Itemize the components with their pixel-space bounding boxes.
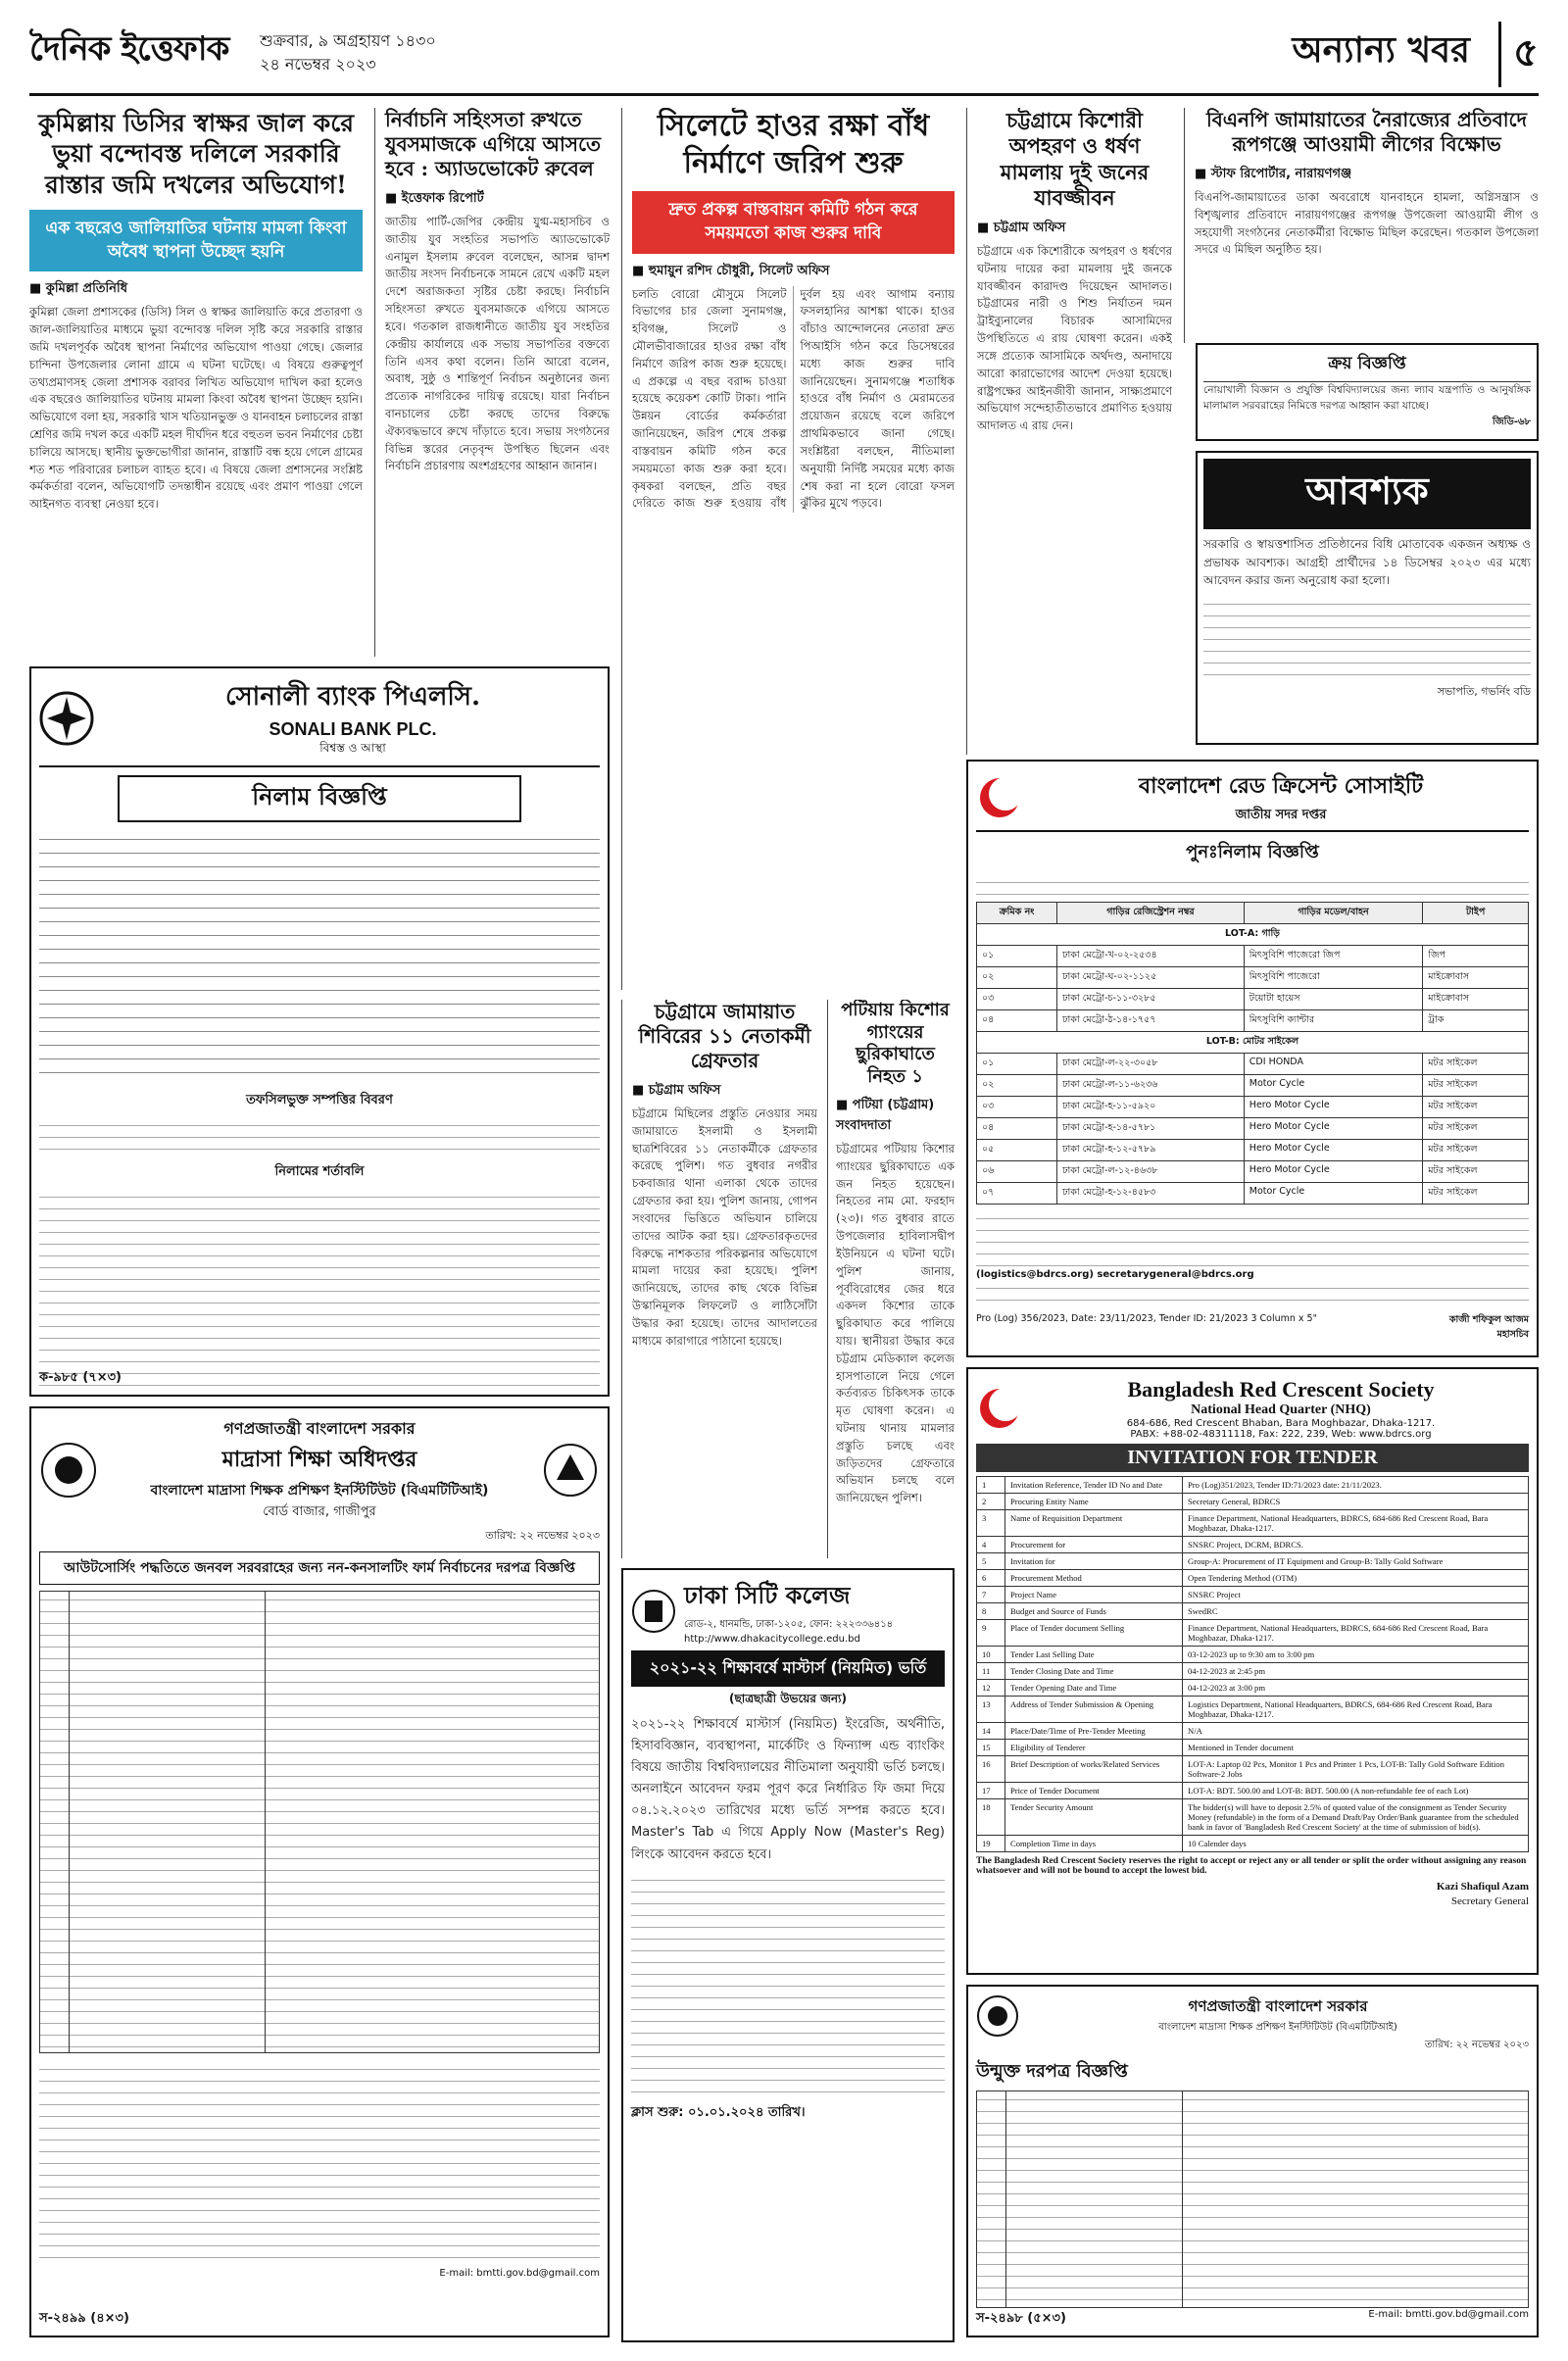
- tender-cell-no: 11: [977, 1663, 1005, 1680]
- tender-row: [977, 1570, 1529, 1587]
- tender-cell-no: 18: [977, 1799, 1005, 1836]
- vehicle-cell: Hero Motor Cycle: [1244, 1118, 1422, 1140]
- tender-row: [977, 1647, 1529, 1663]
- tender-cell-value: SwedRC: [1183, 1603, 1529, 1620]
- headline: সিলেটে হাওর রক্ষা বাঁধ নির্মাণে জরিপ শুরু: [657, 109, 930, 180]
- vehicle-cell: ঢাকা মেট্রো-হ-১১-৫৯২০: [1057, 1097, 1245, 1118]
- tender-cell-no: 8: [977, 1603, 1005, 1620]
- tender-cell-label: Eligibility of Tenderer: [1005, 1740, 1183, 1756]
- date-english: ২৪ নভেম্বর ২০২৩: [260, 55, 376, 74]
- college-address: রোড-২, ধানমন্ডি, ঢাকা-১২০৫, ফোন: ২২২৩৩৬৪১৪: [684, 1619, 894, 1630]
- vehicle-cell: ঢাকা মেট্রো-ল-২২-৩০৫৮: [1057, 1054, 1245, 1075]
- col-reg: গাড়ির রেজিস্ট্রেশন নম্বর: [1057, 903, 1245, 924]
- ad-header: [631, 1578, 945, 1645]
- page-number: ৫: [1498, 22, 1539, 87]
- story-youth: [374, 108, 610, 657]
- tender-cell-value: Logistics Department, National Headquarters, BDRCS, 684-686 Red Crescent Road, Bara Moghbazar, Dhaka-1217.: [1183, 1697, 1529, 1723]
- vehicle-cell: মটর সাইকেল: [1423, 1097, 1529, 1118]
- ad-header: [976, 769, 1529, 832]
- tender-cell-no: 17: [977, 1783, 1005, 1799]
- org-name: Bangladesh Red Crescent Society: [1127, 1377, 1435, 1402]
- story-ctg-arrest: [621, 1000, 817, 1558]
- vehicle-table: [976, 902, 1529, 1205]
- tender-cell-label: Place/Date/Time of Pre-Tender Meeting: [1005, 1723, 1183, 1740]
- tender-row: [977, 1603, 1529, 1620]
- tender-cell-label: Tender Closing Date and Time: [1005, 1663, 1183, 1680]
- vehicle-cell: ঢাকা মেট্রো-হ-১২-৪৫৮৩: [1057, 1183, 1245, 1205]
- ad-institute: বাংলাদেশ মাদ্রাসা শিক্ষক প্রশিক্ষণ ইনস্টিটিউট (বিএমটিটিআই): [150, 1483, 489, 1499]
- vehicle-cell: ঢাকা মেট্রো-ঠ-১৪-১৭৫৭: [1057, 1010, 1245, 1032]
- vehicle-cell: মটর সাইকেল: [1423, 1118, 1529, 1140]
- vehicle-row: [977, 1010, 1529, 1032]
- vehicle-row: [977, 1075, 1529, 1097]
- reporter-line: ■ কুমিল্লা প্রতিনিধি: [29, 281, 128, 297]
- ad-code: জিডি-৬৮: [1492, 416, 1531, 427]
- ad-body: সরকারি ও স্বায়ত্তশাসিত প্রতিষ্ঠানের বিধি মোতাবেক একজন অধ্যক্ষ ও প্রভাষক আবশ্যক। আগ্রহী প্রার্থীদের ১৪ ডিসেম্বর ২০২৩ এর মধ্যে আবেদন করার জন্য অনুরোধ করা হলো।: [1203, 537, 1531, 588]
- vehicle-cell: ০১: [977, 1054, 1057, 1075]
- ad-wanted: [1196, 451, 1539, 745]
- ad-code: ক-৯৮৫ (৭×৩): [39, 1370, 122, 1385]
- ad-institute: বাংলাদেশ মাদ্রাসা শিক্ষক প্রশিক্ষণ ইনস্টিটিউট (বিএমটিটিআই): [1158, 2022, 1397, 2033]
- ad-body: নোয়াখালী বিজ্ঞান ও প্রযুক্তি বিশ্ববিদ্যালয়ের জন্য ল্যাব যন্ত্রপাতি ও আনুষঙ্গিক মালামাল সরবরাহের নিমিত্তে দরপত্র আহ্বান করা যাচ্ছে।: [1203, 384, 1531, 413]
- tender-cell-no: 3: [977, 1510, 1005, 1537]
- vehicle-cell: ০৭: [977, 1183, 1057, 1205]
- ad-email: E-mail: bmtti.gov.bd@gmail.com: [439, 2268, 600, 2279]
- reporter-line: ■ চট্টগ্রাম অফিস: [632, 1083, 721, 1098]
- government-seal-icon: [976, 1994, 1019, 2038]
- tender-row: [977, 1587, 1529, 1603]
- org-sub: জাতীয় সদর দপ্তর: [1235, 808, 1327, 822]
- ad-dhaka-city-college: [621, 1568, 955, 2342]
- org-name: বাংলাদেশ রেড ক্রিসেন্ট সোসাইটি: [1138, 773, 1424, 799]
- story-body: চট্টগ্রামে এক কিশোরীকে অপহরণ ও ধর্ষণের ঘটনায় দায়ের করা মামলায় দুই জনকে যাবজ্জীবন কারাদণ্ড দিয়েছেন আদালত। চট্টগ্রামের নারী ও শিশু নির্যাতন দমন ট্রাইব্যুনালের বিচারক আসামিদের উপস্থিতিতে এ রায় ঘোষণা করেন। একই সঙ্গে প্রত্যেক আসামিকে অর্থদণ্ড, অনাদায়ে আরো কারাভোগের আদেশ দেওয়া হয়েছে। রাষ্ট্রপক্ষের আইনজীবী জানান, সাক্ষ্যপ্রমাণে অভিযোগ সন্দেহাতীতভাবে প্রমাণিত হওয়ায় আদালত এ রায় দেন।: [977, 244, 1172, 433]
- vehicle-cell: Motor Cycle: [1244, 1075, 1422, 1097]
- vehicle-cell: মটর সাইকেল: [1423, 1075, 1529, 1097]
- ad-intro: [976, 874, 1529, 898]
- tender-cell-no: 10: [977, 1647, 1005, 1663]
- ad-title: নিলাম বিজ্ঞপ্তি: [118, 775, 521, 822]
- ad-email: E-mail: bmtti.gov.bd@gmail.com: [1368, 2309, 1529, 2320]
- college-website: http://www.dhakacitycollege.edu.bd: [684, 1634, 860, 1645]
- page-header: [29, 10, 1539, 96]
- tender-cell-value: Group-A: Procurement of IT Equipment and Group-B: Tally Gold Software: [1183, 1553, 1529, 1570]
- section-title: অন্যান্য খবর: [1292, 29, 1470, 71]
- ad-signer: কাজী শফিকুল আজম: [1448, 1314, 1529, 1325]
- tender-cell-value: 04-12-2023 at 2:45 pm: [1183, 1663, 1529, 1680]
- story-comilla: [29, 108, 363, 657]
- subheadline-banner: এক বছরেও জালিয়াতির ঘটনায় মামলা কিংবা অবৈধ স্থাপনা উচ্ছেদ হয়নি: [29, 210, 363, 272]
- tender-row: [977, 1783, 1529, 1799]
- vehicle-cell: ০৬: [977, 1161, 1057, 1183]
- tender-row: [977, 1756, 1529, 1783]
- tender-table: [39, 1591, 600, 2053]
- tender-row: [977, 1723, 1529, 1740]
- tender-cell-no: 5: [977, 1553, 1005, 1570]
- tender-cell-label: Tender Opening Date and Time: [1005, 1680, 1183, 1697]
- tender-cell-label: Price of Tender Document: [1005, 1783, 1183, 1799]
- vehicle-cell: মটর সাইকেল: [1423, 1161, 1529, 1183]
- class-start: ক্লাস শুরু: ০১.০১.২০২৪ তারিখ।: [631, 2104, 806, 2120]
- tender-row: [977, 1740, 1529, 1756]
- ad-red-crescent-auction: [966, 760, 1539, 1357]
- vehicle-row: [977, 1161, 1529, 1183]
- bank-name-en: SONALI BANK PLC.: [269, 719, 437, 739]
- ad-gov: গণপ্রজাতন্ত্রী বাংলাদেশ সরকার: [1188, 1997, 1368, 2015]
- ad-title: উন্মুক্ত দরপত্র বিজ্ঞপ্তি: [976, 2061, 1128, 2082]
- ad-header: [39, 676, 600, 767]
- ad-signer-title: Secretary General: [1450, 1895, 1529, 1908]
- tender-cell-label: Budget and Source of Funds: [1005, 1603, 1183, 1620]
- tender-row: [977, 1697, 1529, 1723]
- vehicle-cell: ঢাকা মেট্রো-ল-১১-৬২৩৬: [1057, 1075, 1245, 1097]
- ad-title: ২০২১-২২ শিক্ষাবর্ষে মাস্টার্স (নিয়মিত) ভর্তি: [631, 1650, 945, 1687]
- sonali-bank-logo-icon: [39, 691, 94, 746]
- tender-cell-no: 14: [977, 1723, 1005, 1740]
- vehicle-cell: ঢাকা মেট্রো-হ-১৪-৫৭৮১: [1057, 1118, 1245, 1140]
- headline: পটিয়ায় কিশোর গ্যাংয়ের ছুরিকাঘাতে নিহত ১: [841, 1000, 950, 1087]
- vehicle-cell: মিৎসুবিশি পাজেরো জিপ: [1244, 946, 1422, 967]
- date-bengali: শুক্রবার, ৯ অগ্রহায়ণ ১৪৩০: [260, 31, 436, 50]
- tender-cell-label: Brief Description of works/Related Services: [1005, 1756, 1183, 1783]
- vehicle-cell: মটর সাইকেল: [1423, 1140, 1529, 1161]
- red-crescent-logo-icon: [976, 774, 1023, 821]
- terms-heading: নিলামের শর্তাবলি: [274, 1164, 365, 1179]
- dateline: [260, 29, 436, 76]
- vehicle-cell: Motor Cycle: [1244, 1183, 1422, 1205]
- tender-cell-no: 6: [977, 1570, 1005, 1587]
- tender-row: [977, 1494, 1529, 1510]
- ad-header: [976, 1377, 1529, 1440]
- vehicle-cell: ঢাকা মেট্রো-হ-১২-৫৭৮৯: [1057, 1140, 1245, 1161]
- reporter-line: ■ হুমায়ুন রশিদ চৌধুরী, সিলেট অফিস: [632, 263, 830, 278]
- ad-body: ২০২১-২২ শিক্ষাবর্ষে মাস্টার্স (নিয়মিত) ইংরেজি, অর্থনীতি, হিসাববিজ্ঞান, ব্যবস্থাপনা, মার্কেটিং ও ফিন্যান্স এন্ড ব্যাংকিং বিষয়ে জাতীয় বিশ্ববিদ্যালয়ের নীতিমালা অনুযায়ী ভর্তি চলছে। অনলাইনে আবেদন ফরম পূরণ করে নির্ধারিত ফি জমা দিয়ে ০৪.১২.২০২৩ তারিখের মধ্যে ভর্তি সম্পন্ন করতে হবে। Master's Tab এ গিয়ে Apply Now (Master's Reg) লিংকে আবেদন করতে হবে।: [631, 1717, 945, 1862]
- vehicle-cell: মাইক্রোবাস: [1423, 967, 1529, 989]
- tender-cell-no: 7: [977, 1587, 1005, 1603]
- vehicle-cell: টয়োটা হায়েস: [1244, 989, 1422, 1010]
- ad-address: বোর্ড বাজার, গাজীপুর: [263, 1504, 376, 1519]
- vehicle-cell: মাইক্রোবাস: [1423, 989, 1529, 1010]
- tender-cell-no: 4: [977, 1537, 1005, 1553]
- tender-cell-value: Finance Department, National Headquarters, BDRCS, 684-686 Red Crescent Road, Bara Moghbazar, Dhaka-1217.: [1183, 1620, 1529, 1647]
- tender-cell-label: Project Name: [1005, 1587, 1183, 1603]
- story-body: চট্টগ্রামের পটিয়ায় কিশোর গ্যাংয়ের ছুরিকাঘাতে এক জন নিহত হয়েছেন। নিহতের নাম মো. ফরহাদ (২৩)। গত বুধবার রাতে উপজেলার হাবিলাসদ্বীপ ইউনিয়নে এ ঘটনা ঘটে। পুলিশ জানায়, পূর্ববিরোধের জের ধরে একদল কিশোর তাকে ছুরিকাঘাত করে পালিয়ে যায়। স্থানীয়রা উদ্ধার করে চট্টগ্রাম মেডিক্যাল কলেজ হাসপাতালে নিয়ে গেলে কর্তব্যরত চিকিৎসক তাকে মৃত ঘোষণা করেন। এ ঘটনায় থানায় মামলার প্রস্তুতি চলছে এবং জড়িতদের গ্রেফতারে অভিযান চলছে বলে জানিয়েছেন পুলিশ।: [836, 1142, 955, 1505]
- tender-cell-label: Invitation Reference, Tender ID No and Date: [1005, 1477, 1183, 1494]
- ad-gov: গণপ্রজাতন্ত্রী বাংলাদেশ সরকার: [223, 1419, 416, 1438]
- ad-code: স-২৪৯৯ (৪×৩): [39, 2311, 129, 2326]
- ad-fine-print: [39, 830, 600, 1085]
- story-body: চট্টগ্রামে মিছিলের প্রস্তুতি নেওয়ার সময় জামায়াতে ইসলামী ও ইসলামী ছাত্রশিবিরের ১১ নেতাকর্মীকে গ্রেফতার করেছে পুলিশ। গত বুধবার নগরীর চকবাজার থানা এলাকা থেকে তাদের গ্রেফতার করা হয়। পুলিশ জানায়, গোপন সংবাদের ভিত্তিতে অভিযান চালিয়ে তাদের আটক করা হয়। গ্রেফতারকৃতদের বিরুদ্ধে নাশকতার পরিকল্পনার অভিযোগে মামলা দায়ের করা হয়েছে। পুলিশ জানিয়েছে, তাদের কাছ থেকে বিভিন্ন উস্কানিমূলক লিফলেট ও লাঠিসোঁটা উদ্ধার করা হয়েছে। তাদের আদালতের মাধ্যমে কারাগারে পাঠানো হয়েছে।: [632, 1107, 817, 1348]
- vehicle-cell: ০৩: [977, 1097, 1057, 1118]
- ad-open-tender: [966, 1985, 1539, 2337]
- headline: বিএনপি জামায়াতের নৈরাজ্যের প্রতিবাদে রূপগঞ্জে আওয়ামী লীগের বিক্ষোভ: [1205, 108, 1528, 156]
- vehicle-cell: Hero Motor Cycle: [1244, 1140, 1422, 1161]
- ad-title: আউটসোর্সিং পদ্ধতিতে জনবল সরবরাহের জন্য নন-কনসালটিং ফার্ম নির্বাচনের দরপত্র বিজ্ঞপ্তি: [39, 1551, 600, 1585]
- red-crescent-logo-icon: [976, 1385, 1023, 1432]
- tender-cell-no: 12: [977, 1680, 1005, 1697]
- ad-footnote: Pro (Log) 356/2023, Date: 23/11/2023, Tender ID: 21/2023 3 Column x 5": [976, 1313, 1317, 1324]
- reporter-line: ■ চট্টগ্রাম অফিস: [977, 221, 1066, 235]
- vehicle-cell: Hero Motor Cycle: [1244, 1097, 1422, 1118]
- ad-footer: [976, 1313, 1529, 1343]
- vehicle-cell: ০২: [977, 1075, 1057, 1097]
- story-rupganj: [1184, 108, 1539, 343]
- tender-cell-no: 9: [977, 1620, 1005, 1647]
- tender-cell-value: Mentioned in Tender document: [1183, 1740, 1529, 1756]
- ad-dept: মাদ্রাসা শিক্ষা অধিদপ্তর: [221, 1447, 417, 1472]
- bank-tagline: বিশ্বস্ত ও আস্থা: [319, 741, 386, 755]
- vehicle-row: [977, 989, 1529, 1010]
- tender-cell-label: Address of Tender Submission & Opening: [1005, 1697, 1183, 1723]
- ad-conditions: [39, 2061, 600, 2267]
- ad-title: আবশ্যক: [1203, 459, 1531, 529]
- vehicle-row: [977, 946, 1529, 967]
- story-ctg-verdict: [966, 108, 1172, 755]
- tender-cell-value: The bidder(s) will have to deposit 2.5% of quoted value of the consignment as Tender Security Money (refundable) in the form of a Demand Draft/Pay Order/Bank guarantee from the scheduled bank in favor of 'Bangladesh Red Crescent Society' at the time of submission of bid(s).: [1183, 1799, 1529, 1836]
- tender-cell-value: SNSRC Project, DCRM, BDRCS.: [1183, 1537, 1529, 1553]
- ad-date: তারিখ: ২২ নভেম্বর ২০২৩: [485, 1529, 600, 1542]
- tender-cell-no: 2: [977, 1494, 1005, 1510]
- ad-conditions-2: [976, 1280, 1529, 1309]
- col-model: গাড়ির মডেল/বাহন: [1244, 903, 1422, 924]
- tender-cell-value: 04-12-2023 at 3:00 pm: [1183, 1680, 1529, 1697]
- vehicle-cell: মিৎসুবিশি পাজেরো: [1244, 967, 1422, 989]
- tender-cell-value: 10 Calender days: [1183, 1836, 1529, 1852]
- tender-cell-no: 19: [977, 1836, 1005, 1852]
- tender-cell-label: Tender Last Selling Date: [1005, 1647, 1183, 1663]
- ad-madrasa-outsourcing: [29, 1406, 610, 2337]
- ad-sonali-bank: [29, 666, 610, 1397]
- vehicle-table-body: [977, 924, 1529, 1205]
- ad-signer: Kazi Shafiqul Azam: [1436, 1881, 1529, 1893]
- story-body: চলতি বোরো মৌসুমে সিলেট বিভাগের চার জেলা সুনামগঞ্জ, হবিগঞ্জ, সিলেট ও মৌলভীবাজারের হাওর রক্ষা বাঁধ নির্মাণে জরিপ কাজ শুরু হয়েছে। এ প্রকল্পে এ বছর বরাদ্দ চাওয়া হয়েছে কয়েকশ কোটি টাকা। পানি উন্নয়ন বোর্ডের কর্মকর্তারা জানিয়েছেন, জরিপ শেষে প্রকল্প বাস্তবায়ন কমিটি গঠন করে সময়মতো কাজ শুরু করা হবে। কৃষকরা বলছেন, প্রতি বছর দেরিতে কাজ শুরু হওয়ায় বাঁধ দুর্বল হয় এবং আগাম বন্যায় ফসলহানির আশঙ্কা থাকে। হাওর বাঁচাও আন্দোলনের নেতারা দ্রুত পিআইসি গঠন করে ডিসেম্বরের মধ্যে কাজ শুরুর দাবি জানিয়েছেন। সুনামগঞ্জে শতাধিক হাওরে বাঁধ নির্মাণ ও মেরামতের প্রয়োজন রয়েছে বলে জরিপে প্রাথমিকভাবে জানা গেছে। সংশ্লিষ্টরা বলছেন, নীতিমালা অনুযায়ী নির্দিষ্ট সময়ের মধ্যে কাজ শেষ করা না হলে বোরো ফসল ঝুঁকির মুখে পড়বে।: [632, 286, 955, 511]
- tender-cell-no: 16: [977, 1756, 1005, 1783]
- vehicle-row: [977, 967, 1529, 989]
- headline: চট্টগ্রামে জামায়াত শিবিরের ১১ নেতাকর্মী গ্রেফতার: [638, 1000, 811, 1072]
- story-body: কুমিল্লা জেলা প্রশাসকের (ডিসি) সিল ও স্বাক্ষর জালিয়াতি করে প্রতারণা ও জাল-জালিয়াতির মাধ্যমে ভুয়া বন্দোবস্ত দলিল সৃষ্টি করে সরকারি রাস্তার জমি দখলপূর্বক অবৈধ স্থাপনা নির্মাণের অভিযোগ পাওয়া গেছে। জেলার চান্দিনা উপজেলার লোনা গ্রামে এ ঘটনা ঘটেছে। এ বিষয়ে গুরুত্বপূর্ণ তথ্যপ্রমাণসহ জেলা প্রশাসক বরাবর লিখিত অভিযোগ দাখিল করা হলেও এক বছরেও জালিয়াতির ঘটনায় মামলা কিংবা অবৈধ স্থাপনা উচ্ছেদ হয়নি। অভিযোগে বলা হয়, সরকারি খাস খতিয়ানভুক্ত ও যানবাহন চলাচলের রাস্তা শ্রেণির জমি দখল করে একটি মহল দীর্ঘদিন ধরে বহুতল ভবন নির্মাণের চেষ্টা চালিয়ে আসছে। স্থানীয় ভুক্তভোগীরা জানান, রাস্তাটি বন্ধ হয়ে গেলে গ্রামের শত শত পরিবারের চলাচল ব্যাহত হবে। এ বিষয়ে জেলা প্রশাসনের সংশ্লিষ্ট কর্মকর্তারা বলেন, অভিযোগটি তদন্তাধীন রয়েছে এবং প্রমাণ পাওয়া গেলে আইনগত ব্যবস্থা নেওয়া হবে।: [29, 305, 363, 512]
- tender-row: [977, 1553, 1529, 1570]
- ad-procurement-notice: [1196, 343, 1539, 441]
- vehicle-row: [977, 1054, 1529, 1075]
- ad-emails: (logistics@bdrcs.org) secretarygeneral@bdrcs.org: [976, 1269, 1254, 1280]
- vehicle-row: [977, 1140, 1529, 1161]
- tender-row: [977, 1510, 1529, 1537]
- headline: কুমিল্লায় ডিসির স্বাক্ষর জাল করে ভুয়া বন্দোবস্ত দলিলে সরকারি রাস্তার জমি দখলের অভিযোগ!: [37, 109, 355, 199]
- reserve-statement: The Bangladesh Red Crescent Society reserves the right to accept or reject any or all tender or split the order without assigning any reason whatsoever and will not be bound to accept the lowest bid.: [976, 1856, 1527, 1876]
- tender-cell-value: LOT-A: BDT. 500.00 and LOT-B: BDT. 500.00 (A non-refundable fee of each Lot): [1183, 1783, 1529, 1799]
- ad-signer-title: মহাসচিব: [1496, 1329, 1529, 1340]
- ad-conditions: [976, 1210, 1529, 1269]
- tender-row: [977, 1680, 1529, 1697]
- vehicle-cell: মিৎসুবিশি ক্যান্টার: [1244, 1010, 1422, 1032]
- bank-name-bn: সোনালী ব্যাংক পিএলসি.: [224, 682, 481, 712]
- college-logo-icon: [631, 1589, 676, 1634]
- org-address: 684-686, Red Crescent Bhaban, Bara Moghbazar, Dhaka-1217.: [1126, 1418, 1436, 1429]
- headline: চট্টগ্রামে কিশোরী অপহরণ ও ধর্ষণ মামলায় দুই জনের যাবজ্জীবন: [1000, 108, 1150, 210]
- org-hq: National Head Quarter (NHQ): [1191, 1402, 1371, 1417]
- tender-cell-no: 13: [977, 1697, 1005, 1723]
- tender-cell-value: Finance Department, National Headquarters, BDRCS, 684-686 Red Crescent Road, Bara Moghbazar, Dhaka-1217.: [1183, 1510, 1529, 1537]
- vehicle-row: [977, 1118, 1529, 1140]
- vehicle-cell: ঢাকা মেট্রো-ঘ-০২-১১২৫: [1057, 967, 1245, 989]
- tender-cell-label: Name of Requisition Department: [1005, 1510, 1183, 1537]
- government-seal-icon: [39, 1441, 98, 1500]
- reporter-line: ■ স্টাফ রিপোর্টার, নারায়ণগঞ্জ: [1195, 167, 1352, 181]
- tender-cell-no: 1: [977, 1477, 1005, 1494]
- tender-cell-label: Procuring Entity Name: [1005, 1494, 1183, 1510]
- tender-row: [977, 1477, 1529, 1494]
- vehicle-cell: ঢাকা মেট্রো-ল-১২-৪৬৩৮: [1057, 1161, 1245, 1183]
- newspaper-brand: দৈনিক ইত্তেফাক: [29, 29, 229, 69]
- ad-title: INVITATION FOR TENDER: [976, 1444, 1529, 1472]
- story-patiya: [827, 1000, 955, 1558]
- reporter-line: ■ ইত্তেফাক রিপোর্ট: [385, 191, 484, 206]
- tender-cell-no: 15: [977, 1740, 1005, 1756]
- institute-logo-icon: [541, 1441, 600, 1500]
- tender-table: [976, 1476, 1529, 1852]
- vehicle-cell: ০৩: [977, 989, 1057, 1010]
- ad-date: তারিখ: ২২ নভেম্বর ২০২৩: [1424, 2040, 1529, 2050]
- ad-header: [976, 1994, 1529, 2038]
- tender-cell-label: Invitation for: [1005, 1553, 1183, 1570]
- tender-cell-label: Completion Time in days: [1005, 1836, 1183, 1852]
- tender-cell-value: N/A: [1183, 1723, 1529, 1740]
- schedule-heading: তফসিলভুক্ত সম্পত্তির বিবরণ: [246, 1093, 393, 1107]
- ad-signer: সভাপতি, গভর্নিং বডি: [1437, 684, 1531, 698]
- lot-a-label: LOT-A: গাড়ি: [977, 924, 1529, 946]
- ad-notice: (ছাত্রছাত্রী উভয়ের জন্য): [728, 1692, 848, 1705]
- col-serial: ক্রমিক নং: [977, 903, 1057, 924]
- story-body: বিএনপি-জামায়াতের ডাকা অবরোধে যানবাহনে হামলা, অগ্নিসন্ত্রাস ও বিশৃঙ্খলার প্রতিবাদে নারায়ণগঞ্জের রূপগঞ্জ উপজেলা আওয়ামী লীগ ও সহযোগী সংগঠনের নেতাকর্মীরা বিক্ষোভ মিছিল করেছেন। গতকাল উপজেলা সদরে এ মিছিল অনুষ্ঠিত হয়।: [1195, 190, 1539, 257]
- schedule-text: [39, 1117, 600, 1156]
- tender-row: [977, 1620, 1529, 1647]
- ad-title: পুনঃনিলাম বিজ্ঞপ্তি: [1186, 842, 1319, 862]
- terms-text: [39, 1189, 600, 1397]
- tender-row: [977, 1663, 1529, 1680]
- col-type: টাইপ: [1423, 903, 1529, 924]
- tender-cell-value: Open Tendering Method (OTM): [1183, 1570, 1529, 1587]
- story-body: জাতীয় পার্টি-জেপির কেন্দ্রীয় যুগ্ম-মহাসচিব ও জাতীয় যুব সংহতির সভাপতি অ্যাডভোকেট এনামুল ইসলাম রুবেল বলেছেন, আসন্ন দ্বাদশ জাতীয় সংসদ নির্বাচনকে সামনে রেখে একটি মহল দেশে অরাজকতা সৃষ্টির চেষ্টা করছে। নির্বাচনি সহিংসতা রুখতে যুবসমাজকে এগিয়ে আসতে হবে। গতকাল রাজধানীতে জাতীয় যুব সংহতির কেন্দ্রীয় কার্যালয়ে এক সভায় সভাপতির বক্তব্যে তিনি এসব কথা বলেন। তিনি আরো বলেন, অবাধ, সুষ্ঠু ও শান্তিপূর্ণ নির্বাচন অনুষ্ঠানের জন্য প্রত্যেক নাগরিকের দায়িত্ব রয়েছে। যারা নির্বাচন বানচালের চেষ্টা করছে তাদের বিরুদ্ধে ঐক্যবদ্ধভাবে রুখে দাঁড়াতে হবে। সভায় সংগঠনের বিভিন্ন স্তরের নেতৃবৃন্দ উপস্থিত ছিলেন এবং নির্বাচনি প্রচারণায় অংশগ্রহণের আহ্বান জানান।: [385, 215, 610, 473]
- ad-header: [39, 1416, 600, 1523]
- tender-cell-label: Procurement for: [1005, 1537, 1183, 1553]
- vehicle-cell: ০৪: [977, 1118, 1057, 1140]
- tender-cell-label: Tender Security Amount: [1005, 1799, 1183, 1836]
- ad-signature: [976, 1880, 1529, 1910]
- tender-cell-label: Place of Tender document Selling: [1005, 1620, 1183, 1647]
- vehicle-cell: CDI HONDA: [1244, 1054, 1422, 1075]
- ad-red-crescent-tender: [966, 1367, 1539, 1975]
- ad-code: স-২৪৯৮ (৫×৩): [976, 2311, 1066, 2326]
- vehicle-cell: ০৪: [977, 1010, 1057, 1032]
- vehicle-cell: Hero Motor Cycle: [1244, 1161, 1422, 1183]
- tender-table: [976, 2090, 1529, 2308]
- ad-fine-print: [631, 1872, 945, 2097]
- reporter-line: ■ পটিয়া (চট্টগ্রাম) সংবাদদাতা: [836, 1098, 935, 1133]
- vehicle-cell: জিপ: [1423, 946, 1529, 967]
- tender-cell-value: Pro (Log)351/2023, Tender ID:71/2023 date: 21/11/2023.: [1183, 1477, 1529, 1494]
- vehicle-cell: ০২: [977, 967, 1057, 989]
- lot-b-label: LOT-B: মোটর সাইকেল: [977, 1032, 1529, 1054]
- tender-cell-value: LOT-A: Laptop 02 Pcs, Monitor 1 Pcs and Printer 1 Pcs, LOT-B: Tally Gold Software Edition Software-2 Jobs: [1183, 1756, 1529, 1783]
- vehicle-cell: মটর সাইকেল: [1423, 1054, 1529, 1075]
- tender-cell-value: 03-12-2023 up to 9:30 am to 3:00 pm: [1183, 1647, 1529, 1663]
- tender-cell-value: Secretary General, BDRCS: [1183, 1494, 1529, 1510]
- tender-cell-label: Procurement Method: [1005, 1570, 1183, 1587]
- story-sylhet-haor: [621, 108, 955, 990]
- college-name: ঢাকা সিটি কলেজ: [684, 1581, 851, 1609]
- vehicle-cell: ঢাকা মেট্রো-চ-১১-৩২৮৫: [1057, 989, 1245, 1010]
- org-contact: PABX: +88-02-48311118, Fax: 222, 239, Web: www.bdrcs.org: [1130, 1429, 1432, 1440]
- tender-row: [977, 1537, 1529, 1553]
- headline: নির্বাচনি সহিংসতা রুখতে যুবসমাজকে এগিয়ে আসতে হবে : অ্যাডভোকেট রুবেল: [385, 108, 602, 180]
- vehicle-row: [977, 1183, 1529, 1205]
- vehicle-cell: ট্রাক: [1423, 1010, 1529, 1032]
- vehicle-cell: ০১: [977, 946, 1057, 967]
- subheadline-banner: দ্রুত প্রকল্প বাস্তবায়ন কমিটি গঠন করে সময়মতো কাজ শুরুর দাবি: [632, 191, 955, 254]
- tender-row: [977, 1836, 1529, 1852]
- ad-title: ক্রয় বিজ্ঞপ্তি: [1203, 351, 1531, 382]
- vehicle-row: [977, 1097, 1529, 1118]
- vehicle-cell: ০৫: [977, 1140, 1057, 1161]
- tender-table-body: [977, 1477, 1529, 1852]
- vehicle-cell: ঢাকা মেট্রো-খ-০২-২৫৩৪: [1057, 946, 1245, 967]
- ad-fine-print: [1203, 596, 1531, 684]
- tender-row: [977, 1799, 1529, 1836]
- vehicle-cell: মটর সাইকেল: [1423, 1183, 1529, 1205]
- tender-cell-value: SNSRC Project: [1183, 1587, 1529, 1603]
